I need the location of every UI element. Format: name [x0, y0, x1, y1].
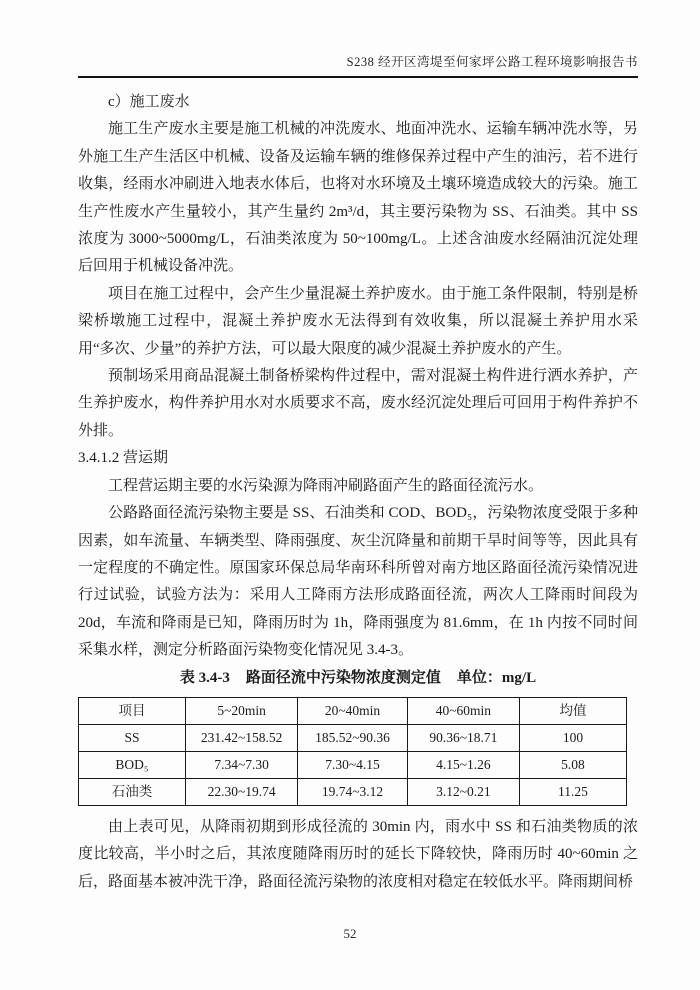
column-header-average: 均值: [519, 697, 626, 724]
cell-value: 90.36~18.71: [407, 724, 519, 751]
column-header-5-20min: 5~20min: [186, 697, 298, 724]
cell-value: 185.52~90.36: [298, 724, 408, 751]
cell-value: 11.25: [519, 778, 626, 805]
page-content: [78, 89, 638, 896]
cell-value: 5.08: [519, 751, 626, 778]
page-footer: [0, 926, 700, 942]
column-header-item: 项目: [79, 697, 186, 724]
cell-value: 3.12~0.21: [407, 778, 519, 805]
runoff-pollutant-table: [78, 697, 627, 806]
header-title: S238 经开区湾堤至何家坪公路工程环境影响报告书: [346, 55, 638, 69]
row-label: SS: [79, 724, 186, 751]
table-row-petroleum: [79, 778, 627, 805]
paragraph-concrete-curing-wastewater: 项目在施工过程中，会产生少量混凝土养护废水。由于施工条件限制，特别是桥梁桥墩施工过程中，混凝土养护废水无法得到有效收集，所以混凝土养护用水采用“多次、少量”的养护方法，可以最大限度的减少混凝土养护废水的产生。: [78, 285, 638, 357]
cell-value: 22.30~19.74: [186, 778, 298, 805]
paragraph-production-wastewater: 施工生产废水主要是施工机械的冲洗废水、地面冲洗水、运输车辆冲洗水等，另外施工生产生活区中机械、设备及运输车辆的维修保养过程中产生的油污，若不进行收集，经雨水冲刷进入地表水体后，也将对水环境及土壤环境造成较大的污染。施工生产性废水产生量较小，其产生量约 2m³/d，其主要污染物为 SS、石油类。其中 SS 浓度为 3000~5000mg/L，石油类浓度为 50~100mg/L。上述含油废水经隔油沉淀处理后回用于机械设备冲洗。: [78, 121, 638, 275]
paragraph-operation-pollution-source: 工程营运期主要的水污染源为降雨冲刷路面产生的路面径流污水。: [108, 477, 544, 494]
heading-construction-wastewater: c）施工废水: [108, 94, 190, 110]
cell-value: 7.30~4.15: [298, 751, 408, 778]
table-row-ss: [79, 724, 627, 751]
cell-value: 100: [519, 724, 626, 751]
cell-value: 19.74~3.12: [298, 778, 408, 805]
table-caption-unit: 单位：mg/L: [456, 669, 537, 686]
cell-value: 7.34~7.30: [186, 751, 298, 778]
paragraph-precast-curing: 预制场采用商品混凝土制备桥梁构件过程中，需对混凝土构件进行洒水养护，产生养护废水，构件养护用水对水质要求不高，废水经沉淀处理后可回用于构件养护不外排。: [78, 368, 638, 439]
paragraph-runoff-experiment: 公路路面径流污染物主要是 SS、石油类和 COD、BOD₅，污染物浓度受限于多种因素，如车流量、车辆类型、降雨强度、灰尘沉降量和前期干旱时间等等，因此具有一定程度的不确定性。原国家环保总局华南环科所曾对南方地区路面径流污染情况进行过试验，试验方法为：采用人工降雨方法形成路面径流，两次人工降雨时间段为 20d，车流和降雨是已知，降雨历时为 1h，降雨强度为 81.6mm，在 1h 内按不同时间采集水样，测定分析路面污染物变化情况见 3.4-3。: [78, 505, 638, 659]
column-header-20-40min: 20~40min: [298, 697, 408, 724]
row-label: BOD₅: [79, 751, 186, 778]
table-header-row: [79, 697, 627, 724]
cell-value: 4.15~1.26: [407, 751, 519, 778]
row-label: 石油类: [79, 778, 186, 805]
page-number: 52: [343, 926, 357, 941]
cell-value: 231.42~158.52: [186, 724, 298, 751]
section-heading-operation-period: 3.4.1.2 营运期: [78, 450, 169, 467]
table-caption-label: 表 3.4-3: [179, 669, 230, 686]
page-header: [78, 55, 638, 78]
paragraph-runoff-analysis: 由上表可见，从降雨初期到形成径流的 30min 内，雨水中 SS 和石油类物质的浓度比较高，半小时之后，其浓度随降雨历时的延长下降较快，降雨历时 40~60min 之后，路面基本被冲洗干净，路面径流污染物的浓度相对稳定在较低水平。降雨期间桥: [78, 818, 638, 890]
table-caption-title: 路面径流中污染物浓度测定值: [245, 669, 441, 686]
column-header-40-60min: 40~60min: [407, 697, 519, 724]
table-caption: [78, 665, 638, 692]
table-row-bod5: [79, 751, 627, 778]
